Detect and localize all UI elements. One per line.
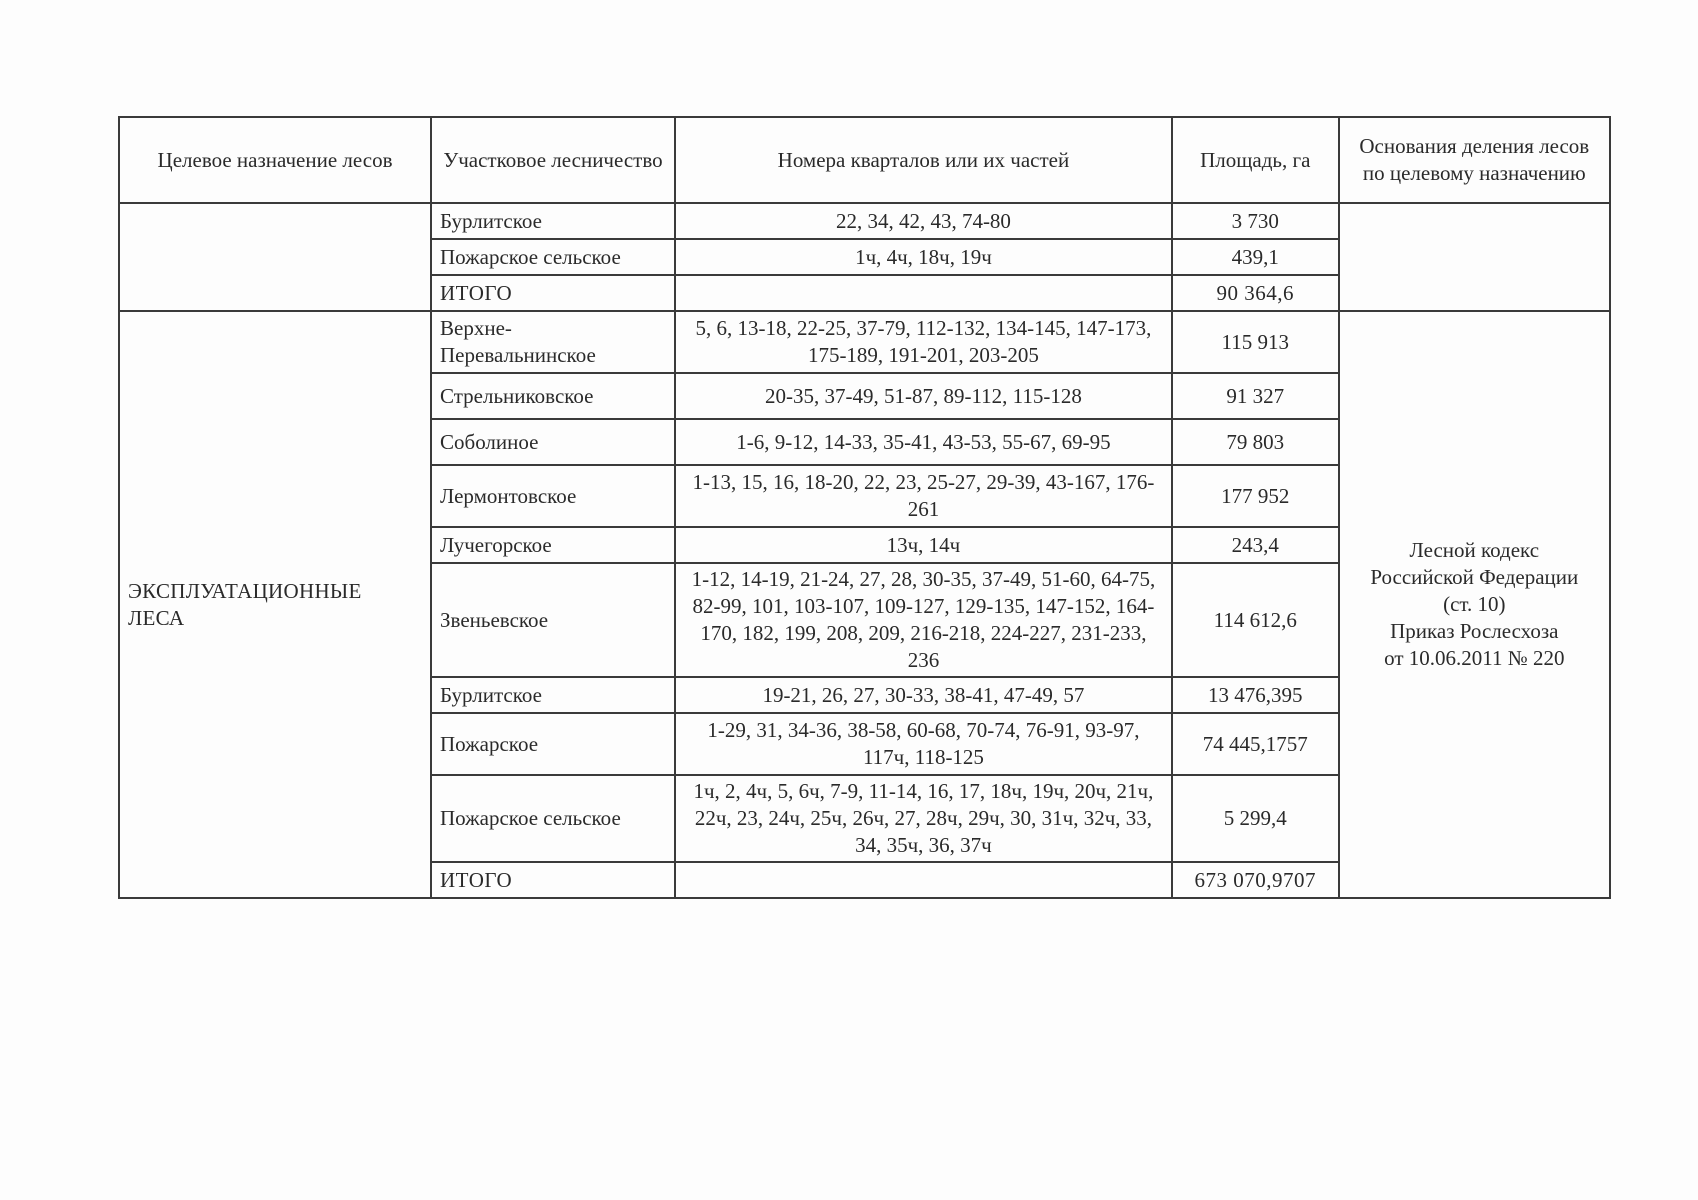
district-cell: Пожарское сельское [431, 239, 675, 275]
quarters-cell: 20-35, 37-49, 51-87, 89-112, 115-128 [675, 373, 1172, 419]
header-quarters: Номера кварталов или их частей [675, 117, 1172, 203]
quarters-cell: 1ч, 4ч, 18ч, 19ч [675, 239, 1172, 275]
table-row [119, 203, 1610, 239]
area-cell: 439,1 [1172, 239, 1339, 275]
table-header-row [119, 117, 1610, 203]
quarters-cell-empty [675, 862, 1172, 898]
quarters-cell: 1-29, 31, 34-36, 38-58, 60-68, 70-74, 76-91, 93-97, 117ч, 118-125 [675, 713, 1172, 775]
quarters-cell: 1-6, 9-12, 14-33, 35-41, 43-53, 55-67, 69-95 [675, 419, 1172, 465]
area-cell: 114 612,6 [1172, 563, 1339, 677]
quarters-cell: 13ч, 14ч [675, 527, 1172, 563]
district-cell: Стрельниковское [431, 373, 675, 419]
table-row [119, 311, 1610, 373]
area-cell: 13 476,395 [1172, 677, 1339, 713]
total-label: ИТОГО [431, 275, 675, 311]
district-cell: Пожарское сельское [431, 775, 675, 862]
area-cell: 91 327 [1172, 373, 1339, 419]
basis-line: Приказ Рослесхоза [1390, 619, 1559, 643]
district-cell: Лермонтовское [431, 465, 675, 527]
basis-line: Российской Федерации [1370, 565, 1579, 589]
district-cell: Бурлитское [431, 677, 675, 713]
header-district: Участковое лесничество [431, 117, 675, 203]
area-cell: 5 299,4 [1172, 775, 1339, 862]
total-area: 673 070,9707 [1172, 862, 1339, 898]
area-cell: 74 445,1757 [1172, 713, 1339, 775]
basis-line: Лесной кодекс [1409, 538, 1540, 562]
district-cell: Пожарское [431, 713, 675, 775]
quarters-cell: 22, 34, 42, 43, 74-80 [675, 203, 1172, 239]
district-cell: Лучегорское [431, 527, 675, 563]
quarters-cell: 5, 6, 13-18, 22-25, 37-79, 112-132, 134-145, 147-173, 175-189, 191-201, 203-205 [675, 311, 1172, 373]
district-cell: Верхне-Перевальнинское [431, 311, 675, 373]
purpose-cell: ЭКСПЛУАТАЦИОННЫЕ ЛЕСА [119, 311, 431, 898]
total-area: 90 364,6 [1172, 275, 1339, 311]
basis-line: от 10.06.2011 № 220 [1384, 646, 1565, 670]
forest-purpose-table [118, 116, 1611, 899]
basis-cell-empty [1339, 203, 1610, 311]
district-cell: Бурлитское [431, 203, 675, 239]
quarters-cell: 1-12, 14-19, 21-24, 27, 28, 30-35, 37-49, 51-60, 64-75, 82-99, 101, 103-107, 109-127, 129-135, 147-152, 164-170, 182, 199, 208, 209, 216-218, 224-227, 231-233, 236 [675, 563, 1172, 677]
quarters-cell: 1-13, 15, 16, 18-20, 22, 23, 25-27, 29-39, 43-167, 176-261 [675, 465, 1172, 527]
quarters-cell-empty [675, 275, 1172, 311]
total-label: ИТОГО [431, 862, 675, 898]
header-basis: Основания деления лесов по целевому назначению [1339, 117, 1610, 203]
basis-line: (ст. 10) [1443, 592, 1506, 616]
header-area: Площадь, га [1172, 117, 1339, 203]
district-cell: Соболиное [431, 419, 675, 465]
area-cell: 3 730 [1172, 203, 1339, 239]
district-cell: Звеньевское [431, 563, 675, 677]
area-cell: 177 952 [1172, 465, 1339, 527]
area-cell: 79 803 [1172, 419, 1339, 465]
purpose-cell-empty [119, 203, 431, 311]
header-purpose: Целевое назначение лесов [119, 117, 431, 203]
area-cell: 115 913 [1172, 311, 1339, 373]
basis-cell [1339, 311, 1610, 898]
area-cell: 243,4 [1172, 527, 1339, 563]
quarters-cell: 19-21, 26, 27, 30-33, 38-41, 47-49, 57 [675, 677, 1172, 713]
quarters-cell: 1ч, 2, 4ч, 5, 6ч, 7-9, 11-14, 16, 17, 18ч, 19ч, 20ч, 21ч, 22ч, 23, 24ч, 25ч, 26ч, 27, 28ч, 29ч, 30, 31ч, 32ч, 33, 34, 35ч, 36, 37ч [675, 775, 1172, 862]
